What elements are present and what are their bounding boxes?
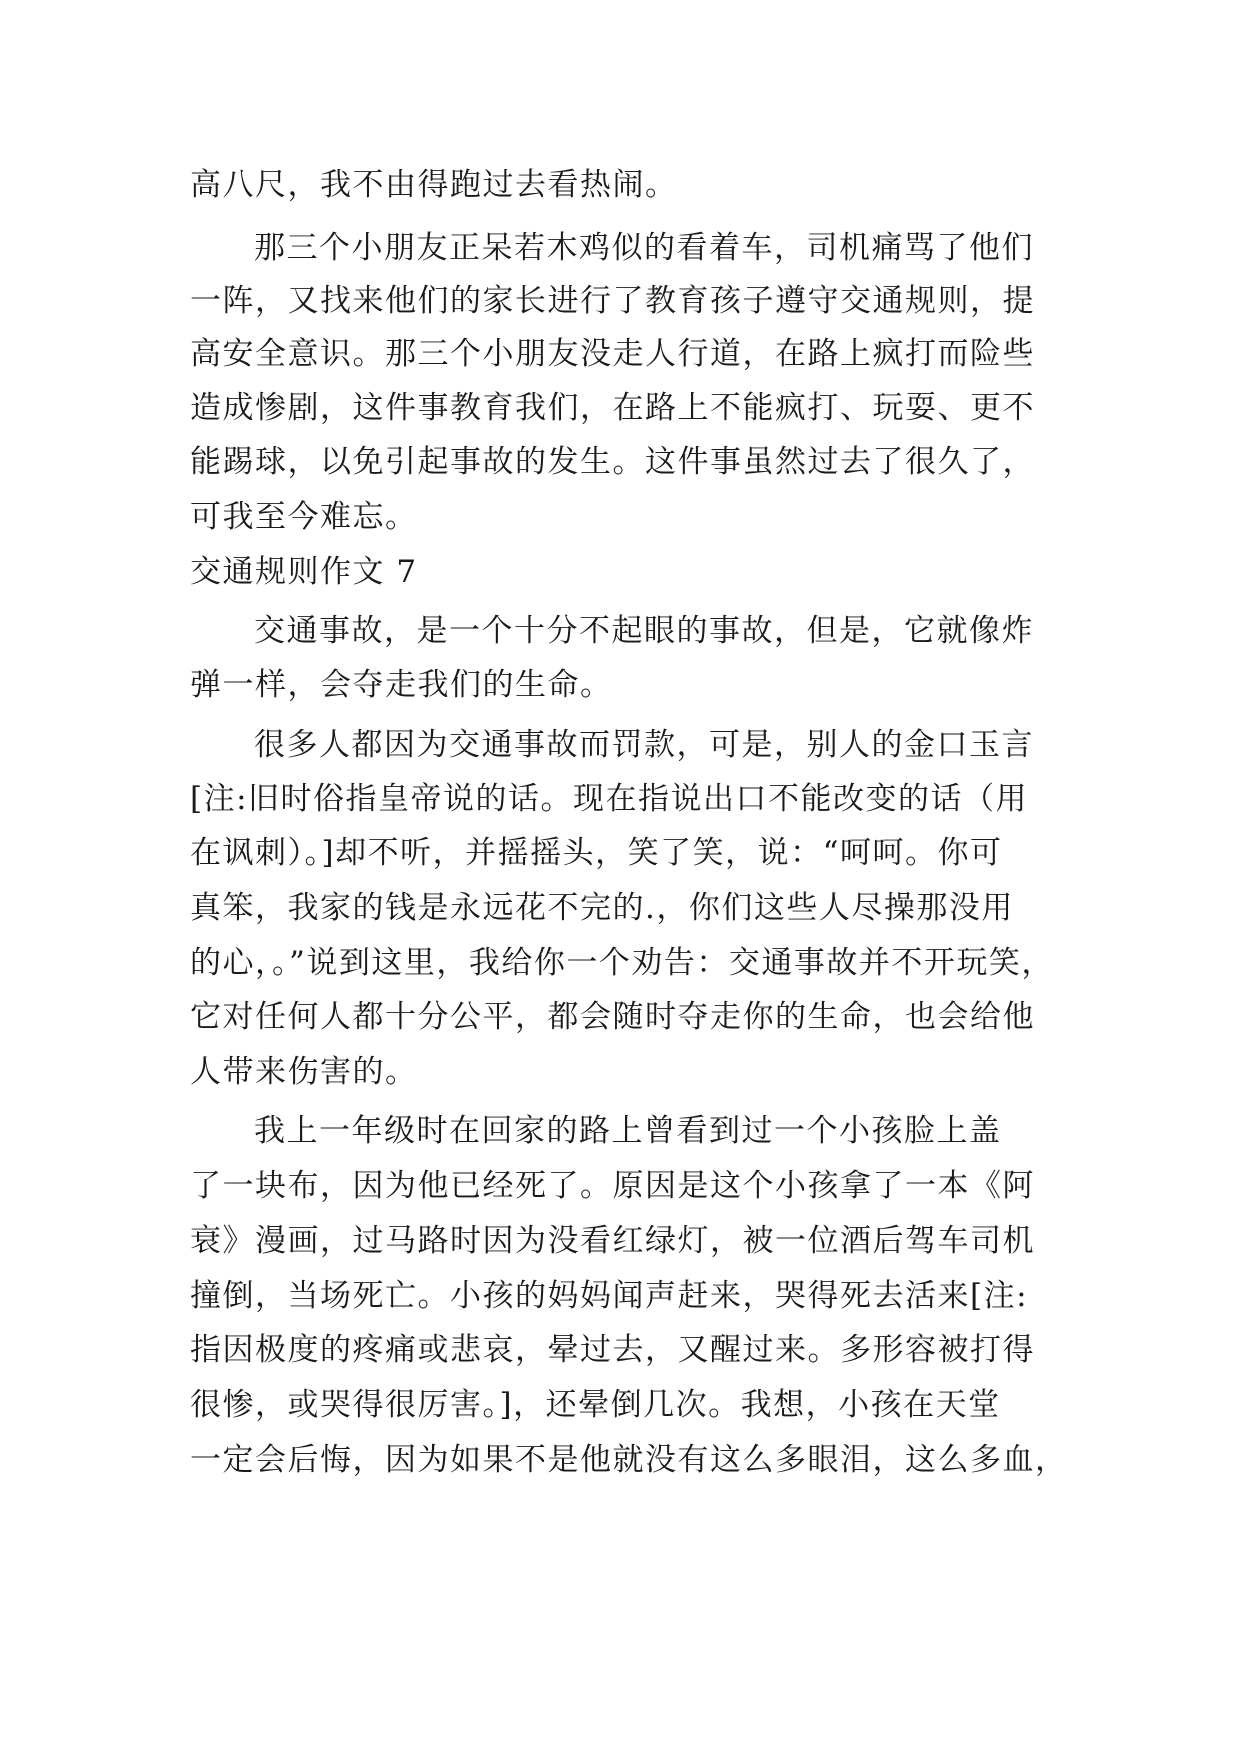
paragraph-line: 人带来伤害的。 xyxy=(190,1054,418,1090)
paragraph-line: 的心，。”说到这里，我给你一个劝告：交通事故并不开玩笑， xyxy=(190,945,1054,981)
paragraph-line: 高八尺，我不由得跑过去看热闹。 xyxy=(190,167,678,203)
paragraph-line: 在讽刺）。]却不听，并摇摇头，笑了笑，说：“呵呵。你可 xyxy=(190,835,1003,871)
paragraph-line: 衰》漫画，过马路时因为没看红绿灯，被一位酒后驾车司机 xyxy=(190,1223,1035,1259)
section-heading: 交通规则作文 7 xyxy=(190,554,418,590)
paragraph-line: 可我至今难忘。 xyxy=(190,499,418,535)
paragraph-line: 一定会后悔，因为如果不是他就没有这么多眼泪，这么多血， xyxy=(190,1442,1068,1478)
paragraph-line: 了一块布，因为他已经死了。原因是这个小孩拿了一本《阿 xyxy=(190,1168,1035,1204)
paragraph-line: 能踢球，以免引起事故的发生。这件事虽然过去了很久了， xyxy=(190,444,1035,480)
paragraph-line: 那三个小朋友正呆若木鸡似的看着车，司机痛骂了他们 xyxy=(254,230,1034,266)
paragraph-line: 它对任何人都十分公平，都会随时夺走你的生命，也会给他 xyxy=(190,999,1035,1035)
paragraph-line: [注:旧时俗指皇帝说的话。现在指说出口不能改变的话（用 xyxy=(190,781,1029,817)
paragraph-line: 高安全意识。那三个小朋友没走人行道，在路上疯打而险些 xyxy=(190,336,1035,372)
paragraph-line: 指因极度的疼痛或悲哀，晕过去，又醒过来。多形容被打得 xyxy=(190,1332,1035,1368)
paragraph-line: 很惨，或哭得很厉害。]，还晕倒几次。我想，小孩在天堂 xyxy=(190,1387,1001,1423)
paragraph-line: 交通事故，是一个十分不起眼的事故，但是，它就像炸 xyxy=(254,613,1034,649)
paragraph-line: 真笨，我家的钱是永远花不完的.，你们这些人尽操那没用 xyxy=(190,890,1014,926)
paragraph-line: 一阵，又找来他们的家长进行了教育孩子遵守交通规则，提 xyxy=(190,283,1035,319)
paragraph-line: 我上一年级时在回家的路上曾看到过一个小孩脸上盖 xyxy=(254,1113,1002,1149)
paragraph-line: 很多人都因为交通事故而罚款，可是，别人的金口玉言 xyxy=(254,727,1034,763)
paragraph-line: 撞倒，当场死亡。小孩的妈妈闻声赶来，哭得死去活来[注: xyxy=(190,1278,1029,1314)
paragraph-line: 造成惨剧，这件事教育我们，在路上不能疯打、玩耍、更不 xyxy=(190,390,1035,426)
paragraph-line: 弹一样，会夺走我们的生命。 xyxy=(190,667,613,703)
